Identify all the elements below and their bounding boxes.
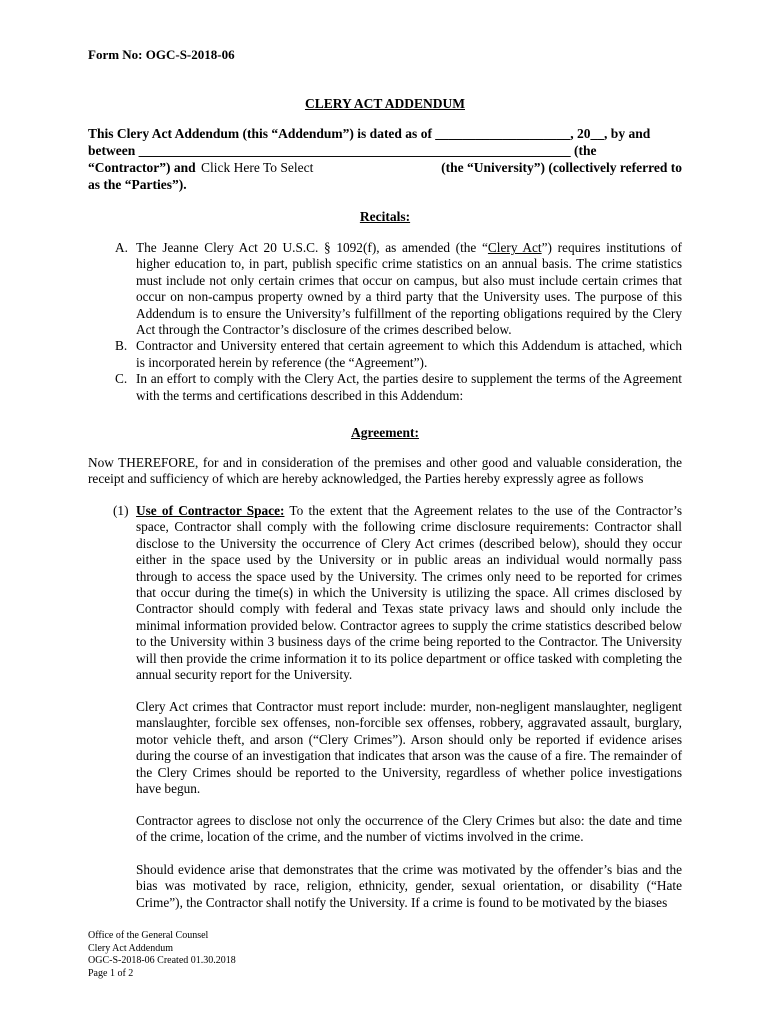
university-select-field[interactable]: Click Here To Select xyxy=(201,160,314,175)
recitals-heading: Recitals: xyxy=(359,209,411,224)
section-text: To the extent that the Agreement relates to the use of the Contractor’s space, Contractor shall comply with the following crime disclosure requirements: Contractor shall disclose to the University the occurrence of Clery Act crimes (described below), should they occur either in the space used by the University or in public areas an individual would normally pass through to access the space used by the University. The crimes only need to be reported for crimes that occur during the time(s) in which the University is utilizing the space. All crimes disclosed by Contractor should comply with federal and Texas state privacy laws and should only include the minimal information provided below. Contractor agrees to supply the crime statistics described below to the University within 3 business days of the crime being reported to the Contractor. The University will then provide the crime information it to its police department or office tasked with completing the annual security report for the University. xyxy=(136,503,682,683)
recital-marker: B. xyxy=(115,338,128,354)
recital-text: Contractor and University entered that certain agreement to which this Addendum is attached, which is incorporated herein by reference (the “Agreement”). xyxy=(136,338,682,370)
recitals-list xyxy=(115,240,682,404)
intro-line-1: This Clery Act Addendum (this “Addendum”) is dated as of ____________________, 20__, by and xyxy=(88,126,651,141)
recital-text: ”) requires institutions of higher education to, in part, publish specific crime statistics on an annual basis. The crime statistics must include not only certain crimes that occur on campus, but also must include certain crimes that occur on non-campus property owned by a third party that the University uses. The purpose of this Addendum is to ensure the University’s fulfillment of the reporting obligations required by the Clery Act through the Contractor’s disclosure of the crimes described below. xyxy=(136,240,682,338)
section-item xyxy=(113,503,682,683)
agreement-heading: Agreement: xyxy=(351,425,419,440)
section-use-of-contractor-space xyxy=(113,503,682,683)
disclosure-details-paragraph: Contractor agrees to disclose not only the occurrence of the Clery Crimes but also: the date and time of the crime, location of the crime, and the number of victims involved in the crime. xyxy=(136,813,682,845)
section-title: Use of Contractor Space: xyxy=(136,503,285,518)
recital-a xyxy=(115,240,682,338)
hate-crime-paragraph: Should evidence arise that demonstrates that the crime was motivated by the offender’s bias and the bias was motivated by race, religion, ethnicity, gender, sexual orientation, or disability (“Hate Crime”), the Contractor shall notify the University. If a crime is found to be motivated by the biases xyxy=(136,862,682,910)
section-number: (1) xyxy=(113,503,129,518)
intro-line-2: between ________________________________________________________________ (the xyxy=(88,143,597,158)
footer-document-name: Clery Act Addendum xyxy=(88,942,173,954)
intro-paragraph xyxy=(88,125,682,193)
page-footer xyxy=(88,930,236,980)
clery-crimes-paragraph: Clery Act crimes that Contractor must report include: murder, non-negligent manslaughter, negligent manslaughter, forcible sex offenses, non-forcible sex offenses, robbery, aggravated assault, burglary, motor vehicle theft, and arson (“Clery Crimes”). Arson should only be reported if evidence arises during the course of an investigation that indicates that arson was the cause of a fire. The remainder of the Clery Crimes should be reported to the University, regardless of whether police investigations have begun. xyxy=(136,699,682,797)
footer-office: Office of the General Counsel xyxy=(88,930,209,941)
intro-line-3 xyxy=(88,159,682,176)
recital-b xyxy=(115,338,682,371)
recital-text: The Jeanne Clery Act 20 U.S.C. § 1092(f), as amended (the “ xyxy=(136,240,488,255)
recital-text: In an effort to comply with the Clery Act, the parties desire to supplement the terms of the Agreement with the terms and certifications described in this Addendum: xyxy=(136,371,682,403)
document-title: CLERY ACT ADDENDUM xyxy=(304,96,466,111)
intro-line-4: as the “Parties”). xyxy=(88,177,187,192)
intro-contractor-label: “Contractor”) and xyxy=(88,160,196,175)
recital-marker: A. xyxy=(115,240,128,255)
footer-page-number: Page 1 of 2 xyxy=(88,967,134,979)
clery-act-defined-term: Clery Act xyxy=(487,240,542,255)
recital-c xyxy=(115,371,682,404)
now-therefore-paragraph: Now THEREFORE, for and in consideration of the premises and other good and valuable consideration, the receipt and sufficiency of which are hereby acknowledged, the Parties hereby expressly agree as follows xyxy=(88,455,682,487)
intro-university-label: (the “University”) (collectively referred to xyxy=(441,160,682,175)
footer-form-created: OGC-S-2018-06 Created 01.30.2018 xyxy=(88,955,236,966)
recital-marker: C. xyxy=(115,371,128,387)
form-number: Form No: OGC-S-2018-06 xyxy=(88,47,235,62)
